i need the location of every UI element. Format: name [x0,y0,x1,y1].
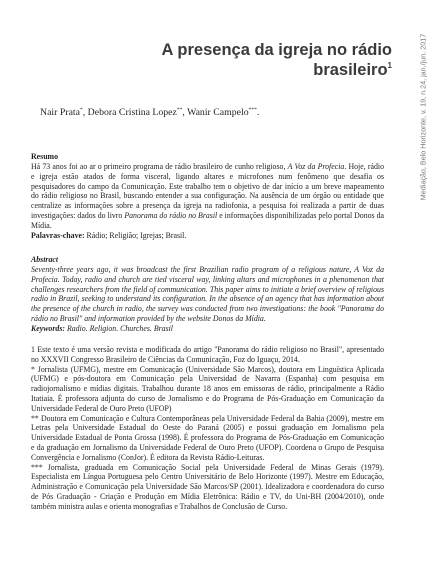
footnote-author-2: ** Doutora em Comunicação e Cultura Contemporâneas pela Universidade Federal da Bahia (2009), mestre em Letras pela Universidade Estadual do Oeste do Paraná (2005) e possui graduação em Jornalismo pela Universidade Estadual de Ponta Grossa (1998). É professora do Programa de Pós-Graduação em Comunicação e da graduação em Jornalismo da Universidade Federal de Ouro Preto (UFOP). Coordena o Grupo de Pesquisa Convergência e Jornalismo (ConJor). É editora da Revista Rádio-Leituras. [31,413,384,462]
author-2: , Debora Cristina Lopez [82,107,177,118]
resumo-book-title: Panorama do rádio no Brasil [124,210,218,220]
resumo-heading: Resumo [31,152,59,161]
resumo-text-3: e informações disponibilizadas pelo portal Donos da Mídia. [31,210,384,230]
abstract-text: Seventy-three years ago, it was broadcast the first Brazilian radio program of a religious nature, A Voz da Profecia. Today, radio and church are tied visceral way, linking altars and microphones in a phenomenon that challenges researchers from the field of communication. This paper aims to initiate a brief overview of religious radio in Brazil, seeking to understand its configuration. In the absence of an agency that has information about the presence of the church in radio, the survey was conducted from two investigations: the book "Panorama do rádio no Brasil" and information provided by the website Donos da Mídia. [31,265,384,323]
journal-citation: Mediação, Belo Horizonte, v. 19, n.24, jan./jun. 2017 [418,33,428,201]
footnote-author-1: * Jornalista (UFMG), mestre em Comunicação (Universidade São Marcos), doutora em Linguística Aplicada (UFMG) e pós-doutora em Comunicação pela Universidad de Navarra (Espanha) com pesquisa em radiojornalismo e mídias digitais. Trabalhou durante 18 anos em emissoras de rádio, principalmente a Rádio Itatiaia. É professora adjunta do curso de Jornalismo e do Programa de Pós-Graduação em Comunicação da Universidade Federal de Ouro Preto (UFOP) [31,364,384,413]
article-title [62,40,392,80]
resumo-block [31,162,384,240]
abstract-block [31,265,384,334]
resumo-keywords-values: Rádio; Religião; Igrejas; Brasil. [84,230,187,240]
resumo-keywords-label: Palavras-chave: [31,230,85,240]
footnotes [31,345,384,512]
resumo-program-name: A Voz da Profecia [287,162,345,171]
author-3: , Wanir Campelo [182,107,249,118]
author-1: Nair Prata [40,107,80,118]
journal-sidebar [416,12,430,222]
author-1-marker: * [80,107,83,113]
abstract-keywords-values: Radio. Religion. Churches. Brasil [65,323,173,333]
resumo-heading-block [31,152,384,162]
resumo-keywords [31,231,384,241]
author-2-marker: ** [176,107,183,113]
authors-line [40,107,259,118]
authors-end: . [256,107,260,118]
title-line-1: A presença da igreja no rádio [161,41,392,59]
title-line-2-text: brasileiro [313,61,388,79]
resumo-text [31,162,384,231]
resumo-text-1: Há 73 anos foi ao ar o primeiro programa de rádio brasileiro de cunho religioso, [31,162,288,171]
abstract-keywords [31,324,384,334]
footnote-1: 1 Este texto é uma versão revista e modificada do artigo "Panorama do rádio religioso no Brasil", apresentado no XXXVII Congresso Brasileiro de Ciências da Comunicação, Foz do Iguaçu, 2014. [31,345,384,364]
resumo-text-2: . Hoje, rádio e igreja estão atados de forma visceral, ligando altares e microfones num fenômeno que desafia os pesquisadores do campo da Comunicação. Este trabalho tem o objetivo de dar início a um breve mapeamento do rádio religioso no Brasil, buscando entender a sua configuração. Na ausência de um órgão ou entidade que centralize as informações sobre a presença da igreja na radiofonia, a pesquisa foi realizada a partir de duas investigações: dados do livro [31,162,384,220]
title-footnote-marker: 1 [387,61,392,70]
abstract-heading-block [31,255,384,265]
footnote-author-3: *** Jornalista, graduada em Comunicação Social pela Universidade Federal de Minas Gerais (1979). Especialista em Língua Portuguesa pelo Centro Universitário de Belo Horizonte (1997). Mestre em Educação, Administração e Comunicação pela Universidade São Marcos/SP (2001). Idealizadora e coordenadora do curso de Pós Graduação - Criação e Produção em Mídia Eletrônica: Rádio e TV, do Uni-BH (2004/2010), onde também ministra aulas e orienta monografias e Trabalhos de Conclusão de Curso. [31,462,384,511]
title-line-2 [62,60,392,80]
abstract-keywords-label: Keywords: [31,323,65,333]
author-3-marker: *** [248,107,257,113]
abstract-heading: Abstract [31,255,59,264]
